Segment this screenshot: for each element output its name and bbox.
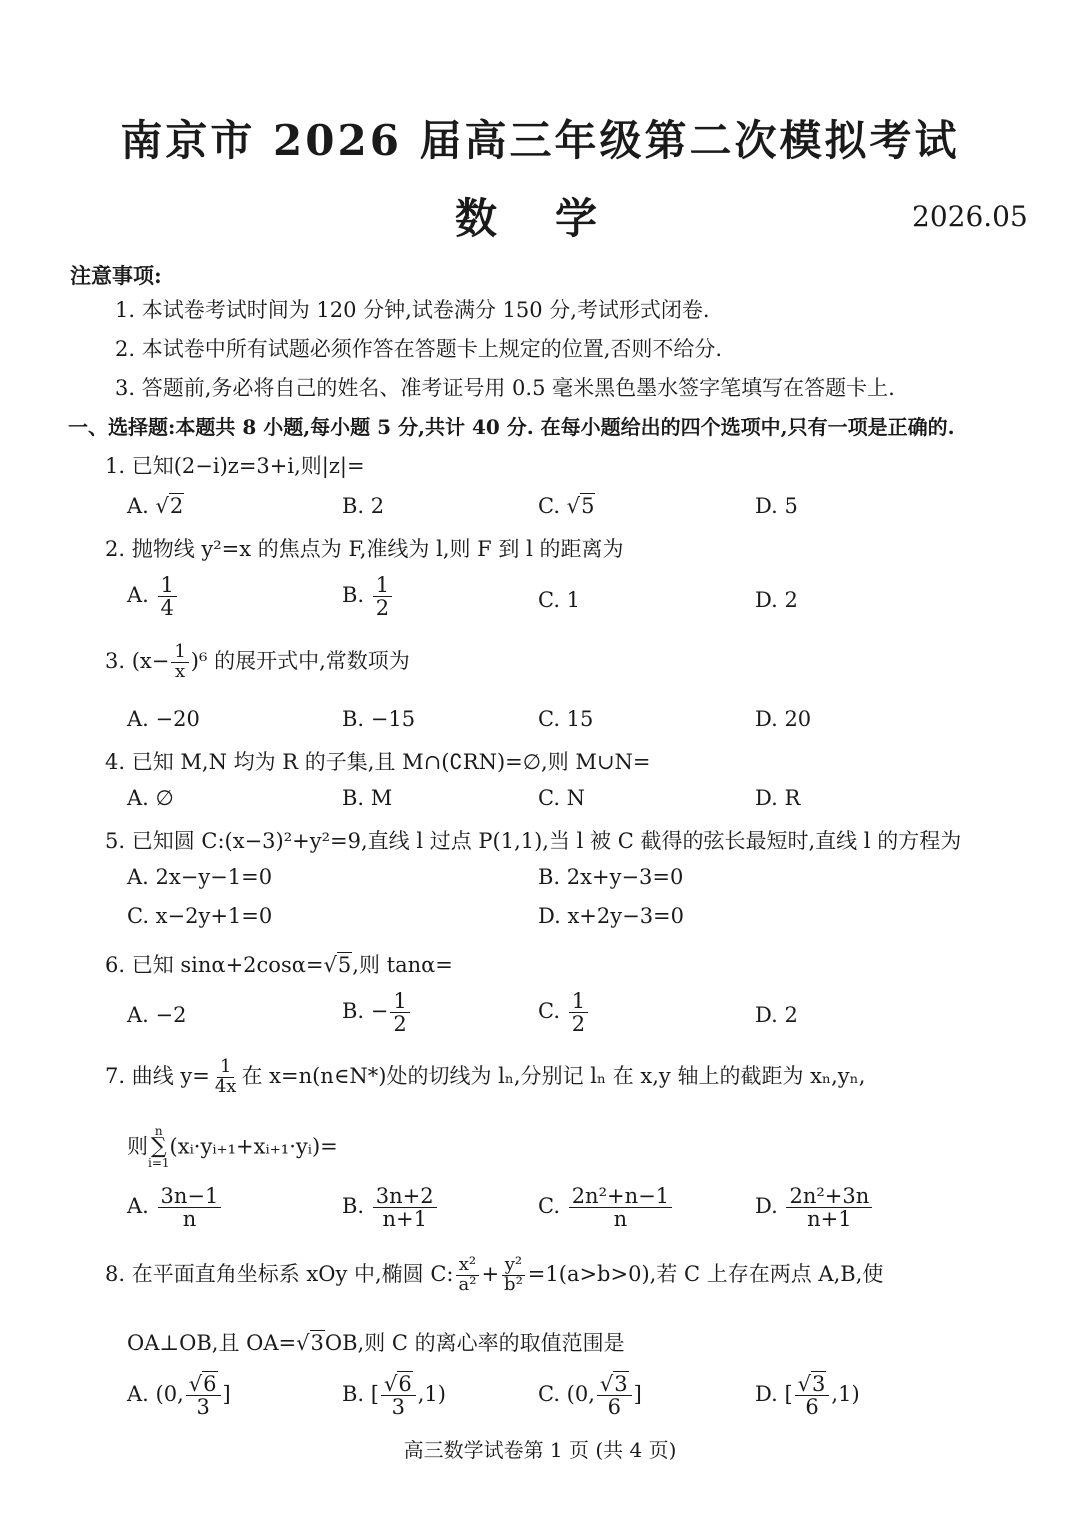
exam-title: 南京市 2026 届高三年级第二次模拟考试 (120, 116, 960, 165)
q5-option-d: D. x+2y−3=0 (538, 904, 685, 928)
q5-option-a: A. 2x−y−1=0 (127, 865, 273, 889)
q3-option-a: A. −20 (127, 707, 200, 731)
notice-heading: 注意事项: (70, 263, 162, 288)
q5-stem: 5. 已知圆 C:(x−3)²+y²=9,直线 l 过点 P(1,1),当 l 被 C 截得的弦长最短时,直线 l 的方程为 (105, 829, 962, 853)
q2-option-d: D. 2 (755, 588, 798, 612)
q4-stem: 4. 已知 M,N 均为 R 的子集,且 M∩(∁RN)=∅,则 M∪N= (105, 750, 651, 774)
q1-option-d: D. 5 (755, 494, 798, 518)
q7-stem: 7. 曲线 y= $\frac{1}{4x}$ 在 x=n(n∈N*)处的切线为 lₙ,分别记 lₙ 在 x,y 轴上的截距为 xₙ,yₙ, (105, 1056, 866, 1097)
q3-option-b: B. −15 (342, 707, 416, 731)
q2-option-a: A. $\frac{1}{4}$ (127, 574, 179, 619)
exam-date: 2026.05 (912, 200, 1028, 233)
q7-stem-line2: 则 n ∑ i=1 (xᵢ·yᵢ₊₁+xᵢ₊₁·yᵢ)= (127, 1124, 338, 1171)
q8-option-a: A. (0, $\frac{√6}{3}$ ] (127, 1372, 231, 1420)
notice-item-1: 1. 本试卷考试时间为 120 分钟,试卷满分 150 分,考试形式闭卷. (115, 298, 710, 322)
q2-option-c: C. 1 (538, 588, 581, 612)
q3-stem: 3. (x− $\frac{1}{x}$ )⁶ 的展开式中,常数项为 (105, 641, 410, 682)
q2-stem: 2. 抛物线 y²=x 的焦点为 F,准线为 l,则 F 到 l 的距离为 (105, 537, 624, 561)
q8-option-d: D. [ $\frac{√3}{6}$ ,1) (755, 1372, 860, 1420)
q6-option-c: C. $\frac{1}{2}$ (538, 990, 590, 1035)
q8-stem: 8. 在平面直角坐标系 xOy 中,椭圆 C: $\frac{\text{x²}}{\text{a²}}$ + $\frac{\text{y²}}{\text{b²}}$ =1(a>b>0),若 C 上存在两点 A,B,使 (105, 1254, 884, 1295)
q6-option-d: D. 2 (755, 1003, 798, 1027)
q2-option-b: B. $\frac{1}{2}$ (342, 574, 394, 619)
q5-option-b: B. 2x+y−3=0 (538, 865, 684, 889)
q1-option-b: B. 2 (342, 494, 385, 518)
q4-option-d: D. R (755, 786, 801, 810)
q6-stem: 6. 已知 sinα+2cosα=√5,则 tanα= (105, 953, 453, 977)
q8-option-b: B. [ $\frac{√6}{3}$ ,1) (342, 1372, 446, 1420)
q1-option-c: C. √5 (538, 494, 595, 518)
q6-option-a: A. −2 (127, 1003, 187, 1027)
q4-option-a: A. ∅ (127, 786, 174, 810)
q8-stem-line2: OA⊥OB,且 OA=√3OB,则 C 的离心率的取值范围是 (127, 1331, 625, 1355)
q4-option-b: B. M (342, 786, 393, 810)
q6-option-b: B. − $\frac{1}{2}$ (342, 990, 412, 1035)
q3-option-d: D. 20 (755, 707, 812, 731)
q8-option-c: C. (0, $\frac{√3}{6}$ ] (538, 1372, 642, 1420)
q4-option-c: C. N (538, 786, 586, 810)
q3-option-c: C. 15 (538, 707, 594, 731)
q7-option-c: C. $\frac{\text{2n²+n−1}}{n}$ (538, 1185, 674, 1230)
notice-item-2: 2. 本试卷中所有试题必须作答在答题卡上规定的位置,否则不给分. (115, 337, 723, 361)
q7-option-a: A. $\frac{3n-1}{n}$ (127, 1185, 223, 1230)
q1-option-a: A. √2 (127, 494, 184, 518)
page-footer: 高三数学试卷第 1 页 (共 4 页) (403, 1438, 677, 1462)
notice-item-3: 3. 答题前,务必将自己的姓名、准考证号用 0.5 毫米黑色墨水签字笔填写在答题卡上. (115, 376, 895, 400)
sum-symbol: n ∑ i=1 (148, 1124, 170, 1171)
q5-option-c: C. x−2y+1=0 (127, 904, 273, 928)
section-heading: 一、选择题:本题共 8 小题,每小题 5 分,共计 40 分. 在每小题给出的四个选项中,只有一项是正确的. (68, 415, 955, 439)
q1-stem: 1. 已知(2−i)z=3+i,则|z|= (105, 454, 365, 478)
q7-option-b: B. $\frac{3n+2}{n+1}$ (342, 1185, 439, 1230)
subject-title: 数学 (455, 194, 656, 243)
q7-option-d: D. $\frac{\text{2n²+3n}}{n+1}$ (755, 1185, 874, 1230)
